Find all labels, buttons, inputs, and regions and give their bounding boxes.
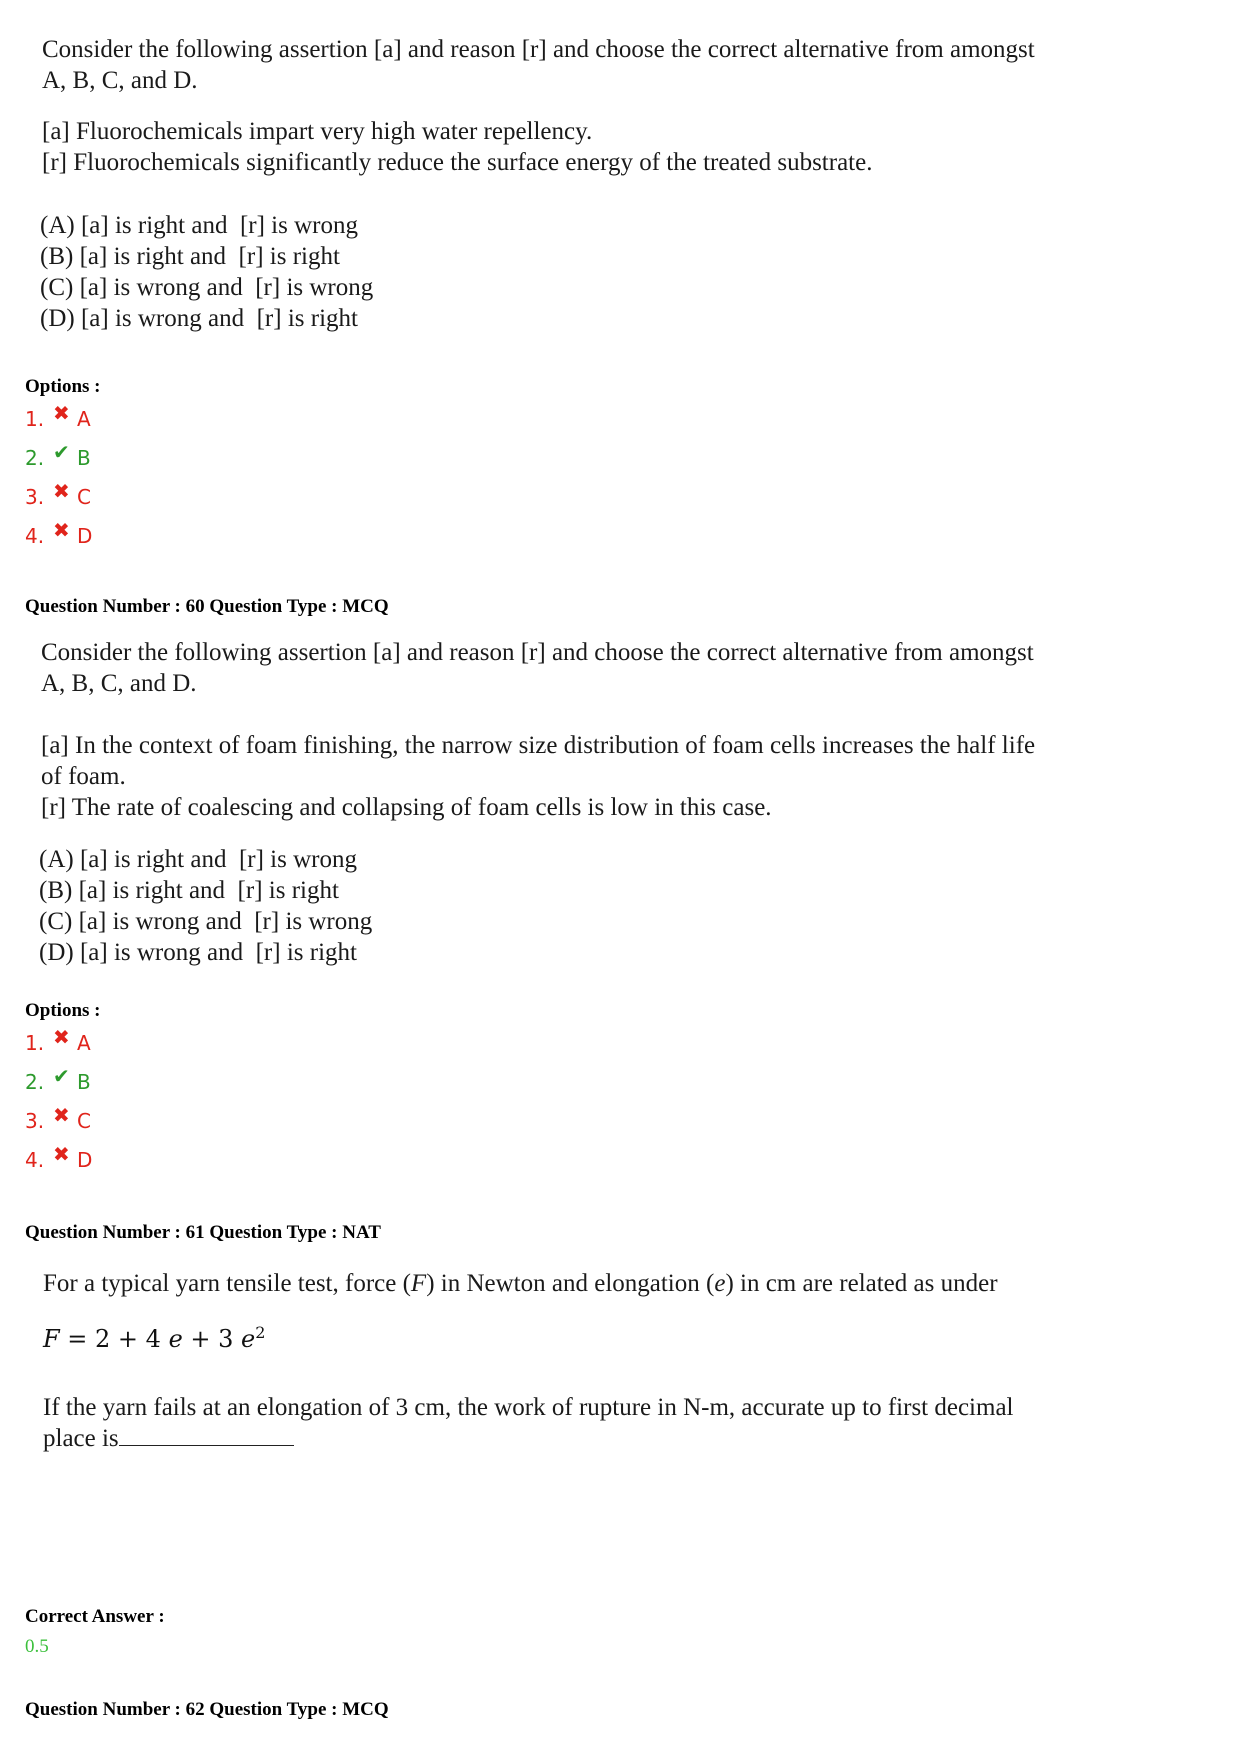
q59-statements (42, 116, 1192, 178)
q60-option-4[interactable] (25, 1142, 93, 1175)
q61-question (43, 1392, 1193, 1454)
q59-option-2[interactable] (25, 440, 92, 473)
q59-reason: [r] Fluorochemicals significantly reduce the surface energy of the treated substrate. (42, 149, 873, 176)
q59-choices (40, 210, 373, 334)
cross-icon: ✖ (53, 479, 70, 503)
q60-option-1[interactable] (25, 1025, 92, 1058)
option-text: B (77, 1070, 91, 1094)
q59-options-list (25, 401, 93, 551)
equation-part: = 2 + 4 (59, 1325, 169, 1353)
q60-choices (39, 844, 372, 968)
q60-reason: [r] The rate of coalescing and collapsing of foam cells is low in this case. (41, 794, 772, 821)
q60-choice-b: (B) [a] is right and [r] is right (39, 877, 339, 904)
q60-assertion-line2: of foam. (41, 763, 126, 790)
q59-assertion: [a] Fluorochemicals impart very high water repellency. (42, 118, 593, 145)
option-text: C (77, 485, 91, 509)
q60-options-list (25, 1025, 93, 1175)
q60-header: Question Number : 60 Question Type : MCQ (25, 596, 389, 617)
q61-equation (43, 1323, 265, 1353)
answer-blank (119, 1423, 294, 1446)
q59-choice-d: (D) [a] is wrong and [r] is right (40, 305, 358, 332)
option-number: 1. (25, 1031, 45, 1055)
cross-icon: ✖ (53, 1103, 70, 1127)
q61-question-line1: If the yarn fails at an elongation of 3 cm, the work of rupture in N-m, accurate up to first decimal (43, 1394, 1014, 1421)
option-number: 3. (25, 485, 45, 509)
cross-icon: ✖ (53, 518, 70, 542)
equation-e: e (168, 1325, 183, 1353)
option-text: D (77, 524, 93, 548)
checkmark-icon: ✔ (53, 1064, 70, 1088)
option-text: C (77, 1109, 91, 1133)
q61-question-line2: place is (43, 1425, 119, 1452)
option-number: 3. (25, 1109, 45, 1133)
checkmark-icon: ✔ (53, 440, 70, 464)
q61-symbol-F: F (410, 1270, 427, 1297)
option-text: B (77, 446, 91, 470)
q60-intro-line2: A, B, C, and D. (41, 670, 197, 697)
q60-option-3[interactable] (25, 1103, 92, 1136)
q59-choice-a: (A) [a] is right and [r] is wrong (40, 212, 358, 239)
equation-F: F (43, 1325, 60, 1353)
q61-header: Question Number : 61 Question Type : NAT (25, 1222, 381, 1243)
q59-choice-c: (C) [a] is wrong and [r] is wrong (40, 274, 374, 301)
q59-intro-line2: A, B, C, and D. (42, 67, 198, 94)
q62-header: Question Number : 62 Question Type : MCQ (25, 1699, 389, 1720)
q61-stem-part: ) in cm are related as under (725, 1270, 998, 1297)
q59-option-4[interactable] (25, 518, 93, 551)
q60-intro (41, 637, 1191, 699)
q61-stem-part: ) in Newton and elongation ( (426, 1270, 715, 1297)
q60-choice-c: (C) [a] is wrong and [r] is wrong (39, 908, 373, 935)
q60-assertion-line1: [a] In the context of foam finishing, the narrow size distribution of foam cells increases the half life (41, 732, 1036, 759)
cross-icon: ✖ (53, 401, 70, 425)
option-text: D (77, 1148, 93, 1172)
q59-option-3[interactable] (25, 479, 92, 512)
q61-stem-part: For a typical yarn tensile test, force ( (43, 1270, 411, 1297)
equation-exponent: 2 (255, 1323, 266, 1342)
q60-statements (41, 730, 1191, 823)
q60-choice-d: (D) [a] is wrong and [r] is right (39, 939, 357, 966)
q59-options-label: Options : (25, 376, 101, 397)
q60-options-label: Options : (25, 1000, 101, 1021)
equation-part: + 3 (182, 1325, 242, 1353)
cross-icon: ✖ (53, 1142, 70, 1166)
option-number: 2. (25, 446, 45, 470)
q61-symbol-e: e (714, 1270, 726, 1297)
q61-answer-label: Correct Answer : (25, 1606, 165, 1627)
option-text: A (77, 407, 91, 431)
equation-e: e (241, 1325, 256, 1353)
q59-intro-line1: Consider the following assertion [a] and reason [r] and choose the correct alternative from amongst (42, 36, 1035, 63)
q60-choice-a: (A) [a] is right and [r] is wrong (39, 846, 357, 873)
q59-option-1[interactable] (25, 401, 92, 434)
q61-question-line2-wrap (43, 1423, 1193, 1454)
q61-answer-value: 0.5 (25, 1636, 49, 1657)
cross-icon: ✖ (53, 1025, 70, 1049)
option-number: 4. (25, 1148, 45, 1172)
q60-intro-line1: Consider the following assertion [a] and reason [r] and choose the correct alternative from amongst (41, 639, 1034, 666)
option-number: 2. (25, 1070, 45, 1094)
q60-option-2[interactable] (25, 1064, 92, 1097)
option-text: A (77, 1031, 91, 1055)
option-number: 1. (25, 407, 45, 431)
q59-choice-b: (B) [a] is right and [r] is right (40, 243, 340, 270)
q61-stem (43, 1268, 1193, 1299)
q59-intro (42, 34, 1192, 96)
option-number: 4. (25, 524, 45, 548)
